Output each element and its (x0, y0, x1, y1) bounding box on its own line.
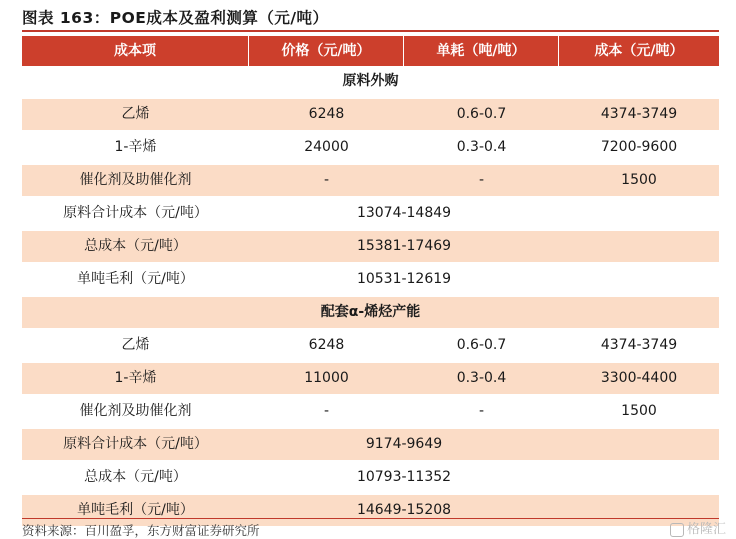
source-note: 资料来源：百川盈孚，东方财富证券研究所 (22, 518, 719, 539)
summary-empty (559, 462, 719, 495)
cell-cost: 3300-4400 (559, 363, 719, 396)
summary-row (22, 264, 719, 297)
table-header-row (22, 36, 719, 66)
title-divider (22, 30, 719, 32)
table-row (22, 396, 719, 429)
cell-price: - (249, 165, 404, 198)
header-cost-item: 成本项 (22, 36, 249, 66)
summary-label: 原料合计成本（元/吨） (22, 429, 249, 462)
summary-value: 10793-11352 (249, 462, 559, 495)
section-label: 原料外购 (22, 66, 719, 99)
cell-usage: 0.3-0.4 (404, 363, 559, 396)
summary-value: 10531-12619 (249, 264, 559, 297)
cell-price: 11000 (249, 363, 404, 396)
summary-label: 单吨毛利（元/吨） (22, 264, 249, 297)
summary-label: 单吨毛利（元/吨） (22, 495, 249, 528)
header-price: 价格（元/吨） (249, 36, 404, 66)
summary-row (22, 429, 719, 462)
cell-item: 催化剂及助催化剂 (22, 165, 249, 198)
cell-usage: - (404, 165, 559, 198)
summary-value: 15381-17469 (249, 231, 559, 264)
cell-price: 24000 (249, 132, 404, 165)
summary-empty (559, 231, 719, 264)
summary-value: 9174-9649 (249, 429, 559, 462)
section-row (22, 297, 719, 330)
table-row (22, 363, 719, 396)
summary-label: 总成本（元/吨） (22, 462, 249, 495)
summary-empty (559, 198, 719, 231)
summary-row (22, 462, 719, 495)
cell-usage: 0.6-0.7 (404, 330, 559, 363)
cell-item: 1-辛烯 (22, 363, 249, 396)
cell-item: 催化剂及助催化剂 (22, 396, 249, 429)
cell-usage: - (404, 396, 559, 429)
figure-title: 图表 163：POE成本及盈利测算（元/吨） (22, 9, 329, 27)
table-row (22, 165, 719, 198)
cell-cost: 1500 (559, 396, 719, 429)
cell-cost: 7200-9600 (559, 132, 719, 165)
cell-cost: 4374-3749 (559, 330, 719, 363)
summary-row (22, 231, 719, 264)
cell-usage: 0.3-0.4 (404, 132, 559, 165)
section-row (22, 66, 719, 99)
summary-label: 总成本（元/吨） (22, 231, 249, 264)
summary-value: 13074-14849 (249, 198, 559, 231)
cell-cost: 1500 (559, 165, 719, 198)
header-usage: 单耗（吨/吨） (404, 36, 559, 66)
cell-price: - (249, 396, 404, 429)
table-row (22, 132, 719, 165)
summary-empty (559, 429, 719, 462)
header-cost: 成本（元/吨） (559, 36, 719, 66)
cell-cost: 4374-3749 (559, 99, 719, 132)
summary-row (22, 198, 719, 231)
cost-table (22, 36, 719, 528)
watermark-logo-icon (670, 523, 684, 537)
section-label: 配套α-烯烃产能 (22, 297, 719, 330)
cell-price: 6248 (249, 99, 404, 132)
watermark (670, 518, 726, 537)
cell-item: 1-辛烯 (22, 132, 249, 165)
watermark-text: 格隆汇 (686, 522, 726, 537)
table-row (22, 99, 719, 132)
summary-empty (559, 264, 719, 297)
summary-label: 原料合计成本（元/吨） (22, 198, 249, 231)
summary-value: 14649-15208 (249, 495, 559, 528)
cell-item: 乙烯 (22, 330, 249, 363)
cell-price: 6248 (249, 330, 404, 363)
table-row (22, 330, 719, 363)
cell-item: 乙烯 (22, 99, 249, 132)
cell-usage: 0.6-0.7 (404, 99, 559, 132)
